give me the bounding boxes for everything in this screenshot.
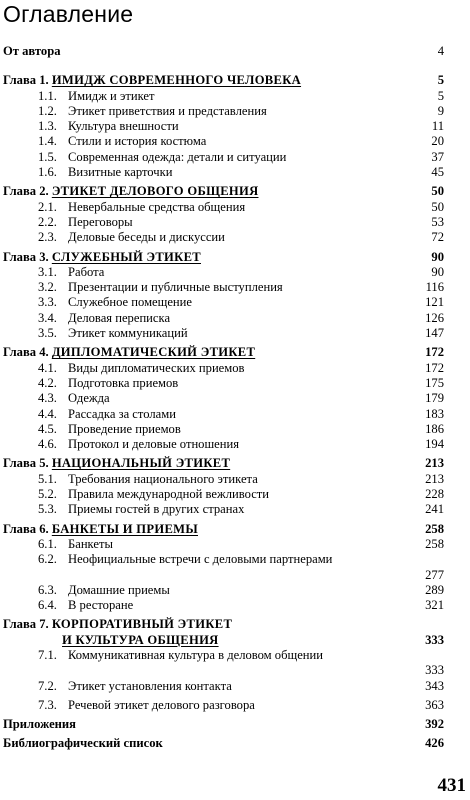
chapter-heading: [3, 73, 301, 88]
section-page: 186: [425, 421, 444, 436]
toc-chapter-6[interactable]: [0, 522, 470, 537]
section-title: Этикет приветствия и представления: [68, 103, 267, 118]
section-title: Культура внешности: [68, 119, 179, 134]
section-page: 333: [425, 663, 444, 678]
toc-chapter-5[interactable]: [0, 456, 470, 471]
section-title: Неофициальные встречи с деловыми партнерами: [68, 552, 333, 567]
section-number: 6.4.: [38, 598, 57, 613]
toc-entry-bibliography[interactable]: [0, 736, 470, 751]
section-number: 7.1.: [38, 647, 57, 662]
section-number: 3.4.: [38, 310, 57, 325]
toc-section[interactable]: [0, 200, 470, 215]
toc-section[interactable]: [0, 150, 470, 165]
section-page: 194: [425, 437, 444, 452]
section-page: 121: [425, 295, 444, 310]
chapter-label: Глава 4.: [3, 345, 49, 360]
section-page: 126: [425, 310, 444, 325]
section-page: 50: [431, 199, 444, 214]
section-title: В ресторане: [68, 598, 134, 613]
toc-section[interactable]: [0, 583, 470, 598]
section-title: Деловые беседы и дискуссии: [68, 230, 225, 245]
section-title: Имидж и этикет: [68, 88, 155, 103]
toc-section[interactable]: [0, 295, 470, 310]
section-title: Этикет установления контакта: [68, 678, 232, 693]
section-page: 289: [425, 582, 444, 597]
section-title: Приемы гостей в других странах: [68, 502, 245, 517]
section-page: 241: [425, 502, 444, 517]
toc-section[interactable]: [0, 215, 470, 230]
chapter-page: 50: [431, 184, 444, 199]
toc-section[interactable]: [0, 265, 470, 280]
section-page: 172: [425, 360, 444, 375]
toc-section[interactable]: [0, 648, 470, 679]
section-number: 4.5.: [38, 421, 57, 436]
section-page: 5: [437, 88, 444, 103]
section-title: Деловая переписка: [68, 310, 171, 325]
section-number: 3.1.: [38, 264, 57, 279]
chapter-label: Глава 3.: [3, 249, 49, 264]
section-title: Работа: [68, 264, 105, 279]
section-title: Современная одежда: детали и ситуации: [68, 149, 287, 164]
section-title: Домашние приемы: [68, 582, 170, 597]
toc-section[interactable]: [0, 104, 470, 119]
section-title: Протокол и деловые отношения: [68, 437, 240, 452]
toc-entry-page: 4: [437, 44, 444, 58]
section-number: 3.5.: [38, 326, 57, 341]
section-title: Стили и история костюма: [68, 134, 207, 149]
toc-chapter-1[interactable]: [0, 73, 470, 88]
section-title: Проведение приемов: [68, 421, 181, 436]
section-number: 2.2.: [38, 214, 57, 229]
chapter-page: 172: [425, 345, 444, 360]
toc-section[interactable]: [0, 89, 470, 104]
section-number: 3.2.: [38, 280, 57, 295]
chapter-label: Глава 6.: [3, 521, 49, 536]
chapter-page: 5: [437, 73, 444, 88]
table-of-contents: [0, 44, 470, 752]
toc-section[interactable]: [0, 537, 470, 552]
section-page: 258: [425, 536, 444, 551]
section-page: 9: [437, 103, 444, 118]
section-title: Рассадка за столами: [68, 406, 176, 421]
section-number: 6.3.: [38, 582, 57, 597]
toc-chapter-4[interactable]: [0, 345, 470, 360]
section-title: Служебное помещение: [68, 295, 192, 310]
section-page: 116: [425, 280, 444, 295]
chapter-label: Глава 5.: [3, 456, 49, 471]
toc-entry-appendix[interactable]: [0, 717, 470, 732]
toc-entry-foreword[interactable]: [0, 44, 470, 59]
section-number: 1.6.: [38, 165, 57, 180]
section-number: 1.1.: [38, 88, 57, 103]
section-number: 2.1.: [38, 199, 57, 214]
section-title: Виды дипломатических приемов: [68, 360, 245, 375]
toc-section[interactable]: [0, 407, 470, 422]
section-title: Невербальные средства общения: [68, 199, 246, 214]
toc-section[interactable]: [0, 679, 470, 694]
section-page: 147: [425, 326, 444, 341]
toc-section[interactable]: [0, 487, 470, 502]
section-number: 4.1.: [38, 360, 57, 375]
section-page: 90: [431, 264, 444, 279]
toc-entry-title: От автора: [3, 44, 61, 58]
section-number: 6.2.: [38, 552, 57, 567]
chapter-heading: [3, 522, 198, 537]
toc-section[interactable]: [0, 134, 470, 149]
section-page: 53: [431, 214, 444, 229]
section-title: Правила международной вежливости: [68, 487, 270, 502]
section-number: 1.5.: [38, 149, 57, 164]
toc-section[interactable]: [0, 552, 470, 583]
chapter-page: 213: [425, 456, 444, 471]
toc-section[interactable]: [0, 502, 470, 517]
section-title: Презентации и публичные выступления: [68, 280, 283, 295]
section-title: Банкеты: [68, 536, 113, 551]
section-page: 183: [425, 406, 444, 421]
section-number: 4.3.: [38, 391, 57, 406]
section-number: 4.6.: [38, 437, 57, 452]
section-page: 363: [425, 697, 444, 712]
section-page: 179: [425, 391, 444, 406]
section-page: 213: [425, 471, 444, 486]
section-page: 321: [425, 598, 444, 613]
section-number: 6.1.: [38, 536, 57, 551]
bibliography-page: 426: [425, 736, 444, 751]
chapter-title: ИМИДЖ СОВРЕМЕННОГО ЧЕЛОВЕКА: [51, 73, 302, 88]
toc-section[interactable]: [0, 376, 470, 391]
toc-section[interactable]: [0, 230, 470, 245]
toc-chapter-7[interactable]: [0, 617, 470, 648]
chapter-heading: [3, 617, 232, 632]
toc-chapter-2[interactable]: [0, 184, 470, 199]
section-title: Речевой этикет делового разговора: [68, 697, 255, 712]
section-number: 1.4.: [38, 134, 57, 149]
section-number: 7.2.: [38, 678, 57, 693]
chapter-heading: [3, 184, 258, 199]
section-number: 1.3.: [38, 119, 57, 134]
chapter-page: 333: [425, 632, 444, 647]
chapter-heading: [3, 456, 230, 471]
section-number: 5.3.: [38, 502, 57, 517]
section-number: 5.2.: [38, 487, 57, 502]
appendix-page: 392: [425, 717, 444, 732]
section-title: Этикет коммуникаций: [68, 326, 188, 341]
page-number: 431: [437, 775, 466, 796]
chapter-title: ЭТИКЕТ ДЕЛОВОГО ОБЩЕНИЯ: [51, 184, 259, 199]
toc-chapter-3[interactable]: [0, 250, 470, 265]
section-page: 37: [431, 149, 444, 164]
section-page: 343: [425, 678, 444, 693]
toc-section[interactable]: [0, 280, 470, 295]
section-title: Одежда: [68, 391, 110, 406]
toc-section[interactable]: [0, 422, 470, 437]
chapter-title: БАНКЕТЫ И ПРИЕМЫ: [51, 521, 198, 536]
chapter-label: Глава 7.: [3, 617, 49, 632]
appendix-title: Приложения: [3, 717, 76, 732]
chapter-title: ДИПЛОМАТИЧЕСКИЙ ЭТИКЕТ: [51, 345, 256, 360]
section-page: 11: [431, 119, 444, 134]
section-number: 5.1.: [38, 471, 57, 486]
section-number: 4.4.: [38, 406, 57, 421]
chapter-heading: [3, 250, 201, 265]
section-page: 175: [425, 375, 444, 390]
section-page: 277: [425, 567, 444, 582]
section-page: 72: [431, 230, 444, 245]
chapter-title: СЛУЖЕБНЫЙ ЭТИКЕТ: [51, 249, 201, 264]
chapter-page: 90: [431, 249, 444, 264]
toc-section[interactable]: [0, 437, 470, 452]
chapter-label: Глава 1.: [3, 73, 49, 88]
chapter-title-line2: И КУЛЬТУРА ОБЩЕНИЯ: [62, 632, 219, 647]
chapter-title: КОРПОРАТИВНЫЙ ЭТИКЕТ: [51, 617, 233, 632]
toc-section[interactable]: [0, 698, 470, 713]
toc-section[interactable]: [0, 119, 470, 134]
toc-section[interactable]: [0, 361, 470, 376]
chapter-title: НАЦИОНАЛЬНЫЙ ЭТИКЕТ: [51, 456, 231, 471]
toc-section[interactable]: [0, 311, 470, 326]
section-number: 3.3.: [38, 295, 57, 310]
toc-section[interactable]: [0, 165, 470, 180]
section-number: 2.3.: [38, 230, 57, 245]
toc-section[interactable]: [0, 598, 470, 613]
section-title: Переговоры: [68, 214, 133, 229]
toc-section[interactable]: [0, 391, 470, 406]
chapter-heading: [3, 345, 255, 360]
section-title: Визитные карточки: [68, 165, 173, 180]
section-page: 20: [431, 134, 444, 149]
section-number: 4.2.: [38, 375, 57, 390]
section-number: 1.2.: [38, 103, 57, 118]
chapter-page: 258: [425, 521, 444, 536]
section-page: 45: [431, 165, 444, 180]
section-page: 228: [425, 487, 444, 502]
page-title: Оглавление: [3, 1, 134, 27]
toc-section[interactable]: [0, 326, 470, 341]
toc-section[interactable]: [0, 472, 470, 487]
chapter-label: Глава 2.: [3, 184, 49, 199]
section-number: 7.3.: [38, 697, 57, 712]
bibliography-title: Библиографический список: [3, 736, 163, 751]
section-title: Подготовка приемов: [68, 375, 179, 390]
section-title: Требования национального этикета: [68, 471, 258, 486]
section-title: Коммуникативная культура в деловом общении: [68, 647, 324, 662]
